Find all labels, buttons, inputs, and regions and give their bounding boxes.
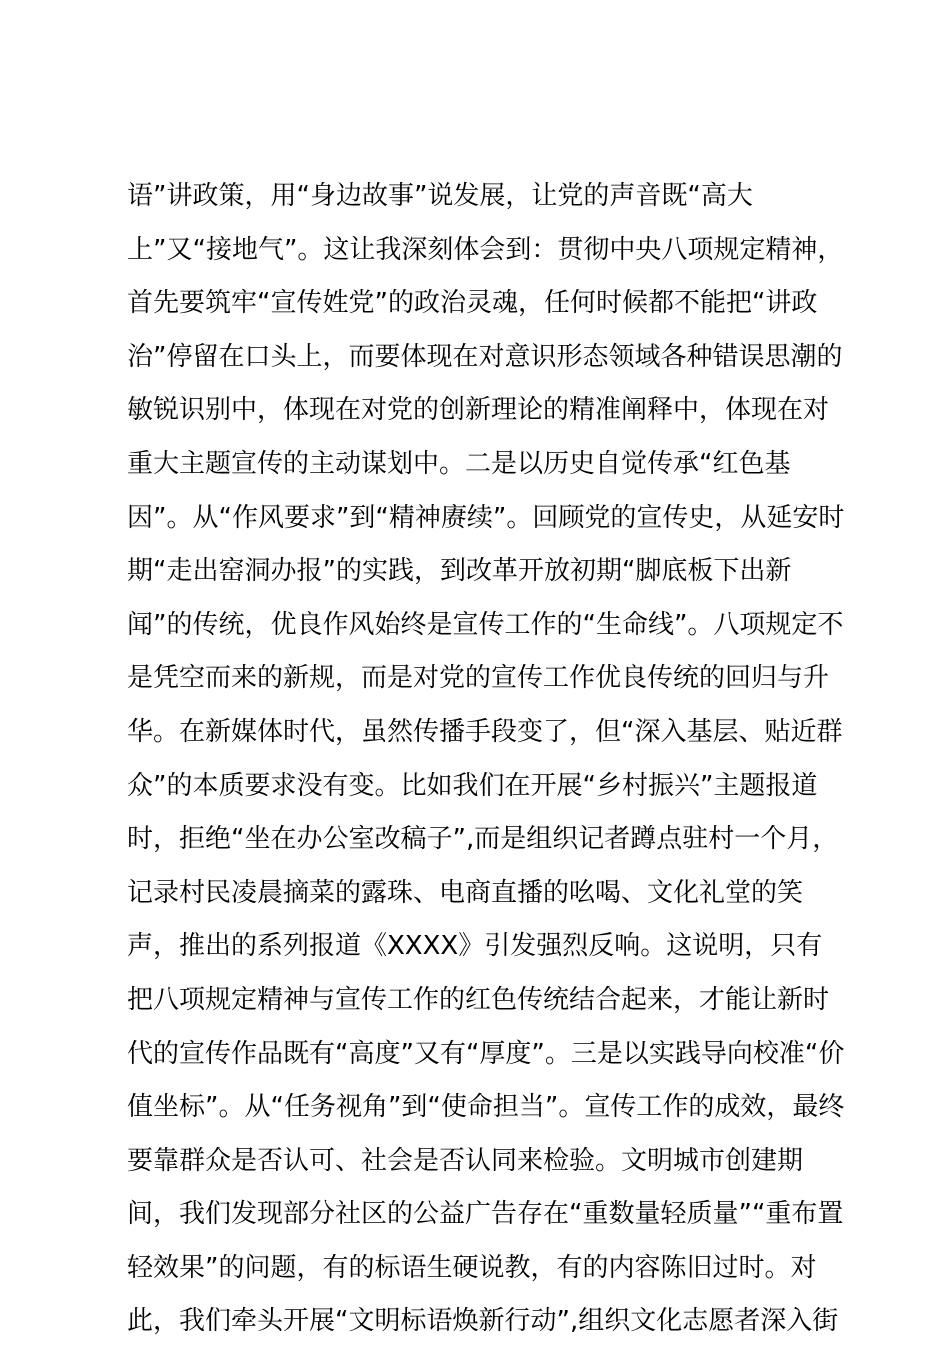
text-line: 声，推出的系列报道《XXXX》引发强烈反响。这说明，只有 [127, 931, 823, 962]
text-line: 代的宣传作品既有“高度”又有“厚度”。三是以实践导向校准“价 [127, 1038, 845, 1069]
text-line: 首先要筑牢“宣传姓党”的政治灵魂，任何时候都不能把“讲政 [127, 288, 818, 319]
text-line: 要靠群众是否认可、社会是否认同来检验。文明城市创建期 [127, 1145, 804, 1176]
text-line: 时，拒绝“坐在办公室改稿子”,而是组织记者蹲点驻村一个月， [127, 824, 839, 855]
text-line: 此，我们牵头开展“文明标语焕新行动”,组织文化志愿者深入街 [127, 1306, 839, 1337]
text-line: 把八项规定精神与宣传工作的红色传统结合起来，才能让新时 [127, 984, 830, 1015]
text-line: 语”讲政策，用“身边故事”说发展，让党的声音既“高大 [127, 181, 753, 211]
text-line: 因”。从“作风要求”到“精神赓续”。回顾党的宣传史，从延安时 [127, 502, 845, 533]
text-line: 重大主题宣传的主动谋划中。二是以历史自觉传承“红色基 [127, 448, 791, 479]
text-line: 治”停留在口头上，而要体现在对意识形态领域各种错误思潮的 [127, 341, 843, 372]
text-line: 众”的本质要求没有变。比如我们在开展“乡村振兴”主题报道 [127, 770, 818, 801]
text-line: 是凭空而来的新规，而是对党的宣传工作优良传统的回归与升 [127, 663, 830, 694]
text-line: 间，我们发现部分社区的公益广告存在“重数量轻质量”“重布置 [127, 1199, 844, 1230]
text-line: 记录村民凌晨摘菜的露珠、电商直播的吆喝、文化礼堂的笑 [127, 877, 804, 908]
text-line: 上”又“接地气”。这让我深刻体会到：贯彻中央八项规定精神， [127, 234, 844, 265]
text-line: 值坐标”。从“任务视角”到“使命担当”。宣传工作的成效，最终 [127, 1092, 845, 1123]
body-text [127, 170, 847, 1349]
text-line: 轻效果”的问题，有的标语生硬说教，有的内容陈旧过时。对 [127, 1252, 817, 1283]
text-line: 敏锐识别中，体现在对党的创新理论的精准阐释中，体现在对 [127, 395, 830, 426]
text-line: 期“走出窑洞办报”的实践，到改革开放初期“脚底板下出新 [127, 556, 792, 587]
text-line: 华。在新媒体时代，虽然传播手段变了，但“深入基层、贴近群 [127, 716, 843, 747]
text-line: 闻”的传统，优良作风始终是宣传工作的“生命线”。八项规定不 [127, 609, 844, 640]
